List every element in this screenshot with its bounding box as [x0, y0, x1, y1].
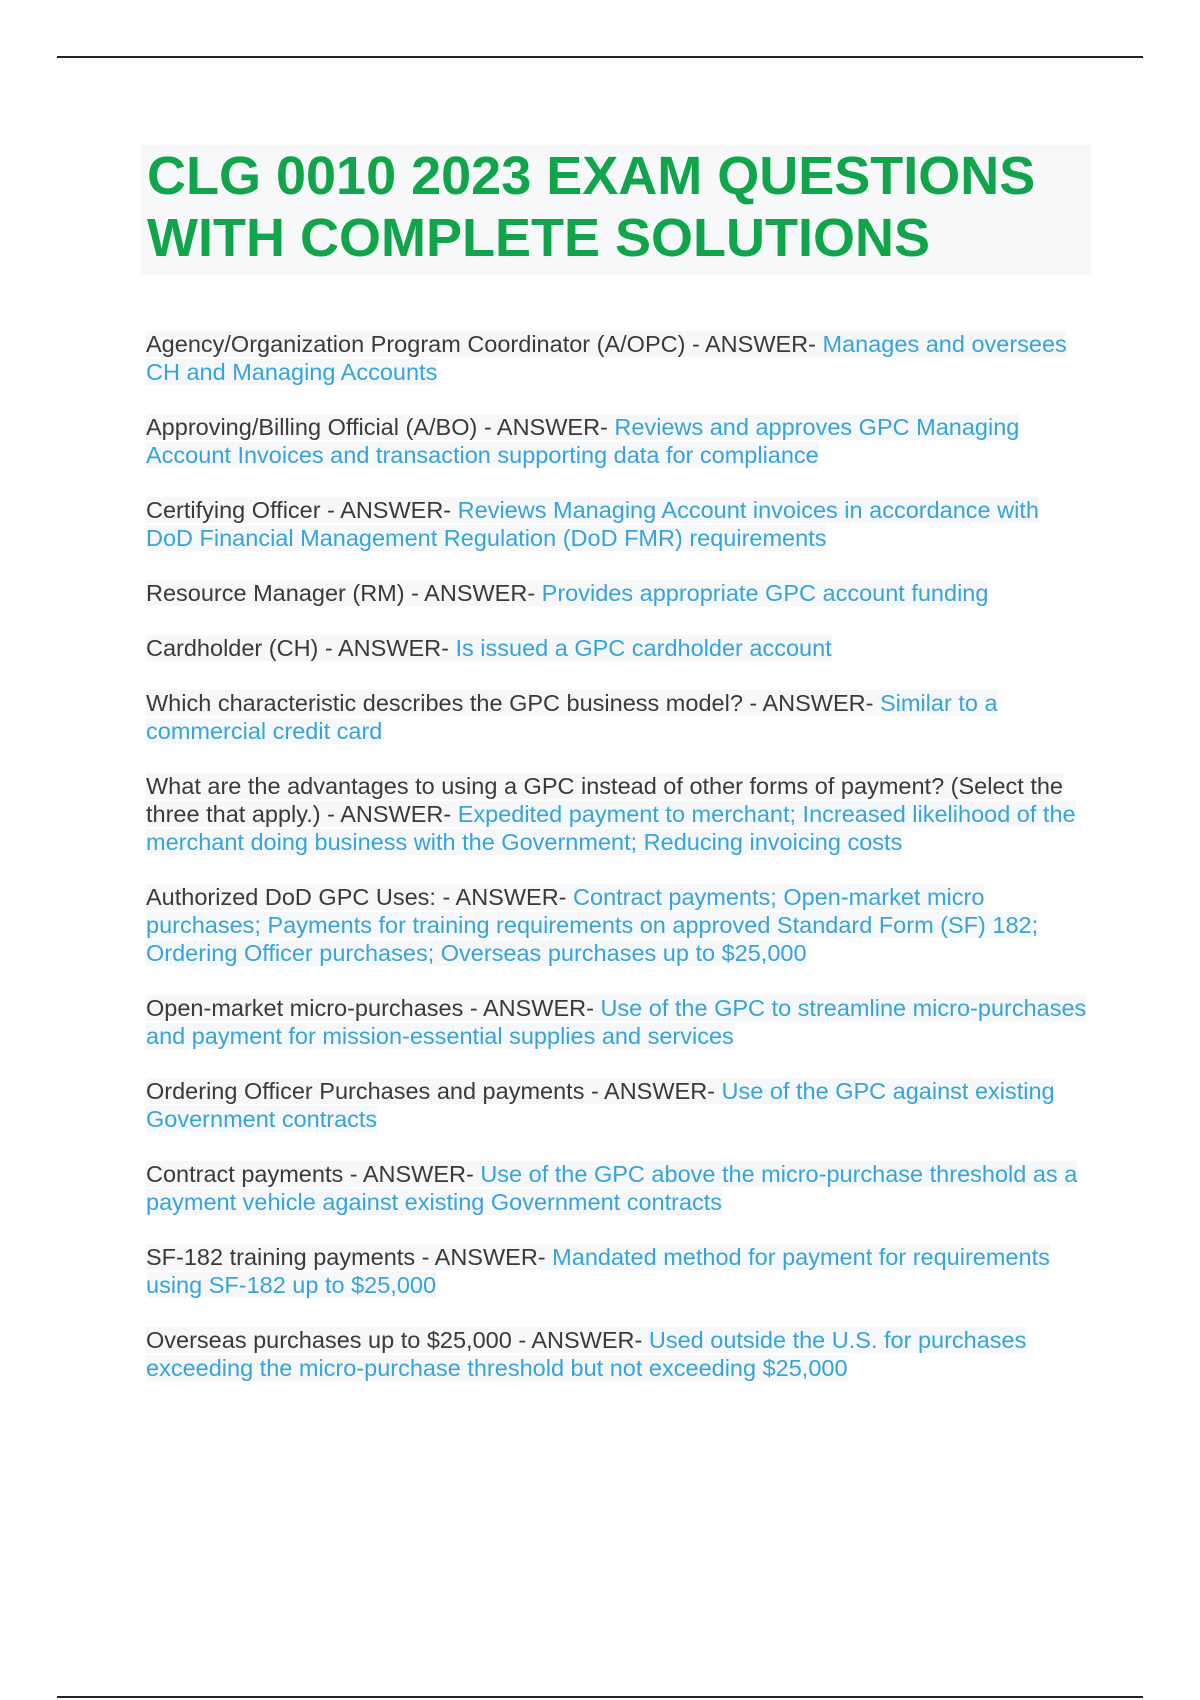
- qa-item: [146, 994, 1091, 1050]
- top-rule: [57, 56, 1143, 58]
- question-text: Open-market micro-purchases - ANSWER-: [146, 995, 601, 1021]
- qa-item: [146, 330, 1091, 386]
- question-text: Approving/Billing Official (A/BO) - ANSWER-: [146, 414, 615, 440]
- question-text: Agency/Organization Program Coordinator (A/OPC) - ANSWER-: [146, 331, 823, 357]
- qa-item: [146, 413, 1091, 469]
- answer-text: Provides appropriate GPC account funding: [541, 580, 989, 606]
- question-text: Which characteristic describes the GPC business model? - ANSWER-: [146, 690, 880, 716]
- question-text: Certifying Officer - ANSWER-: [146, 497, 458, 523]
- answer-text: Use of the GPC above the micro-purchase threshold as a payment vehicle against existing Government contracts: [146, 1161, 1078, 1215]
- title-line-1: CLG 0010 2023 EXAM QUESTIONS: [147, 146, 1036, 206]
- document-title: [141, 145, 1091, 275]
- answer-text: Used outside the U.S. for purchases exceeding the micro-purchase threshold but not exceeding $25,000: [146, 1327, 1027, 1381]
- answer-text: Reviews Managing Account invoices in accordance with DoD Financial Management Regulation (DoD FMR) requirements: [146, 497, 1039, 551]
- question-text: Contract payments - ANSWER-: [146, 1161, 481, 1187]
- qa-item: [146, 496, 1091, 552]
- answer-text: Use of the GPC to streamline micro-purchases and payment for mission-essential supplies and services: [146, 995, 1087, 1049]
- qa-item: [146, 883, 1091, 967]
- bottom-rule: [57, 1696, 1143, 1698]
- answer-text: Manages and oversees CH and Managing Accounts: [146, 331, 1067, 385]
- answer-text: Similar to a commercial credit card: [146, 690, 998, 744]
- answer-text: Reviews and approves GPC Managing Account Invoices and transaction supporting data for compliance: [146, 414, 1020, 468]
- answer-text: Use of the GPC against existing Government contracts: [146, 1078, 1055, 1132]
- qa-item: [146, 772, 1091, 856]
- question-text: SF-182 training payments - ANSWER-: [146, 1244, 553, 1270]
- qa-item: [146, 1243, 1091, 1299]
- qa-item: [146, 1077, 1091, 1133]
- qa-item: [146, 689, 1091, 745]
- qa-list: [146, 330, 1091, 1409]
- question-text: Authorized DoD GPC Uses: - ANSWER-: [146, 884, 574, 910]
- qa-item: [146, 1326, 1091, 1382]
- question-text: Resource Manager (RM) - ANSWER-: [146, 580, 542, 606]
- answer-text: Is issued a GPC cardholder account: [455, 635, 832, 661]
- question-text: What are the advantages to using a GPC instead of other forms of payment? (Select the three that apply.) - ANSWER-: [146, 773, 1064, 827]
- qa-item: [146, 1160, 1091, 1216]
- question-text: Overseas purchases up to $25,000 - ANSWER-: [146, 1327, 649, 1353]
- title-line-2: WITH COMPLETE SOLUTIONS: [147, 208, 930, 268]
- answer-text: Expedited payment to merchant; Increased likelihood of the merchant doing business with the Government; Reducing invoicing costs: [146, 801, 1076, 855]
- qa-item: [146, 579, 1091, 607]
- question-text: Ordering Officer Purchases and payments - ANSWER-: [146, 1078, 722, 1104]
- answer-text: Mandated method for payment for requirements using SF-182 up to $25,000: [146, 1244, 1050, 1298]
- qa-item: [146, 634, 1091, 662]
- question-text: Cardholder (CH) - ANSWER-: [146, 635, 456, 661]
- answer-text: Contract payments; Open-market micro purchases; Payments for training requirements on approved Standard Form (SF) 182; Ordering Officer purchases; Overseas purchases up to $25,000: [146, 884, 1039, 966]
